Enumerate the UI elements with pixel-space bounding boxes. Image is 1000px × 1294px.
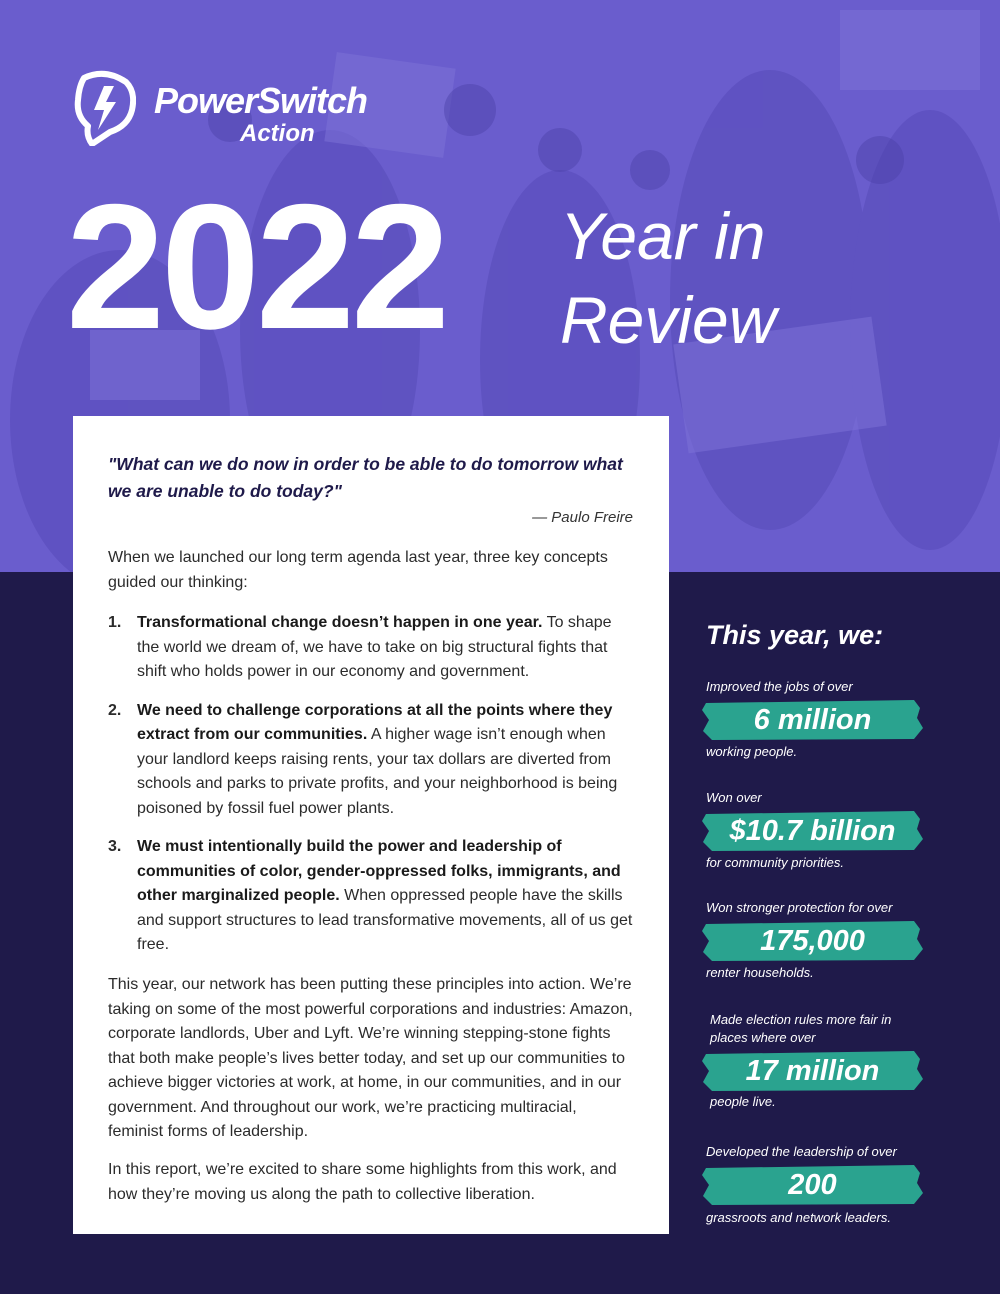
- concept-heading: We must intentionally build the power and leadership of communities of color, gender-oppressed folks, immigrants, and other marginalized people.: [137, 838, 621, 904]
- stat-funding: [700, 789, 940, 899]
- logo-subtitle: Action: [240, 120, 315, 147]
- logo-name: PowerSwitch: [154, 80, 368, 121]
- concept-item: [108, 699, 636, 822]
- intro-card: [73, 416, 669, 1234]
- stat-suffix: renter households.: [706, 965, 814, 980]
- concept-text: A higher wage isn’t enough when your landlord keeps raising rents, your tax dollars are diverted from schools and parks to private profits, and your neighborhood is being poisoned by fossil fuel power plants.: [137, 726, 618, 817]
- stat-elections: [700, 1011, 940, 1121]
- stats-title: This year, we:: [706, 620, 884, 650]
- stat-prefix: Made election rules more fair in places where over: [710, 1012, 892, 1045]
- stat-value: 200: [788, 1169, 837, 1201]
- key-concepts-list: [108, 611, 636, 972]
- stat-renters: [700, 899, 940, 1009]
- report-year: 2022: [66, 167, 446, 366]
- quote-attribution: — Paulo Freire: [532, 509, 633, 526]
- powerswitch-logo: [74, 70, 434, 150]
- report-title: [560, 194, 776, 362]
- principles-paragraph: This year, our network has been putting these principles into action. We’re taking on some of the most powerful corporations and industries: Amazon, corporate landlords, Uber and Lyft. We’re winning stepping-stone fights that both make people’s lives better today, and set up our communities to achieve bigger victories at work, at home, in our communities, and in our government. And throughout our work, we’re practicing multiracial, feminist forms of leadership.: [108, 976, 633, 1140]
- stat-leaders: [700, 1143, 940, 1253]
- concept-heading: We need to challenge corporations at all the points where they extract from our communities.: [137, 701, 613, 743]
- stat-value: 175,000: [760, 925, 865, 957]
- lightning-bolt-icon: [74, 70, 136, 146]
- stat-suffix: working people.: [706, 744, 798, 759]
- intro-paragraph: When we launched our long term agenda last year, three key concepts guided our thinking:: [108, 549, 608, 591]
- stat-prefix: Developed the leadership of over: [706, 1144, 897, 1159]
- stat-value: 17 million: [745, 1055, 880, 1087]
- concept-number: 3.: [108, 838, 122, 855]
- stat-prefix: Improved the jobs of over: [706, 679, 853, 694]
- stat-suffix: grassroots and network leaders.: [706, 1210, 891, 1225]
- report-title-line2: Review: [560, 283, 777, 357]
- concept-item: [108, 611, 636, 685]
- concept-item: [108, 835, 636, 958]
- concept-text: To shape the world we dream of, we have to take on big structural fights that shift who holds power in our economy and government.: [137, 614, 612, 680]
- stat-value: 6 million: [753, 704, 872, 736]
- concept-number: 2.: [108, 701, 122, 719]
- freire-quote: "What can we do now in order to be able to do tomorrow what we are unable to do today?": [108, 454, 623, 501]
- stat-suffix: people live.: [710, 1094, 776, 1109]
- stat-jobs: [700, 678, 940, 788]
- stat-suffix: for community priorities.: [706, 855, 844, 870]
- stat-prefix: Won stronger protection for over: [706, 900, 893, 915]
- report-paragraph: In this report, we’re excited to share some highlights from this work, and how they’re moving us along the path to collective liberation.: [108, 1161, 617, 1203]
- stat-value: $10.7 billion: [729, 815, 896, 847]
- stat-prefix: Won over: [706, 790, 762, 805]
- report-title-line1: Year in: [560, 199, 766, 273]
- concept-number: 1.: [108, 614, 122, 631]
- concept-heading: Transformational change doesn’t happen in one year.: [137, 614, 543, 631]
- concept-text: When oppressed people have the skills and support structures to lead transformative movements, all of us get free.: [137, 887, 633, 953]
